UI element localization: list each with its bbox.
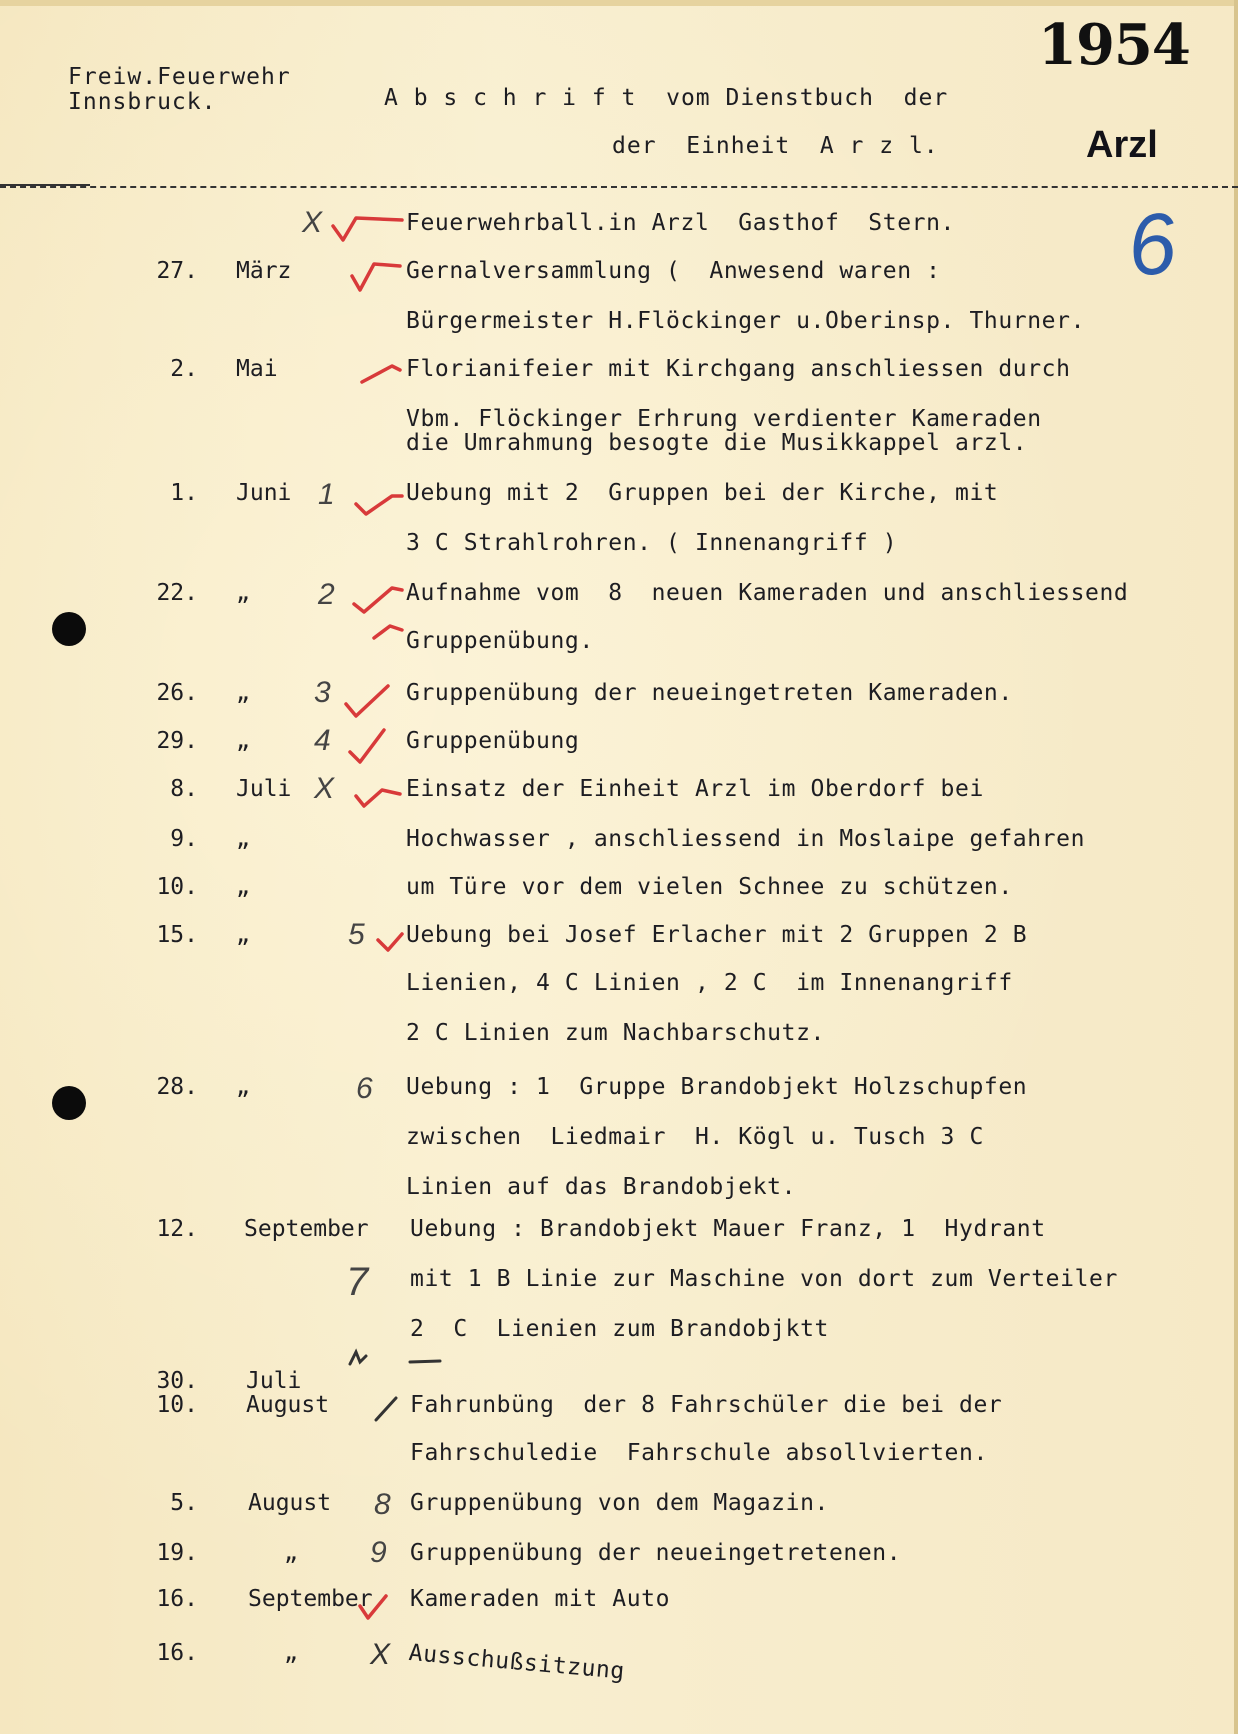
entry-row	[0, 1586, 1238, 1626]
entry-text: Uebung mit 2 Gruppen bei der Kirche, mit	[406, 480, 999, 506]
entry-annotation: 1	[318, 478, 335, 511]
entry-day: 12.	[156, 1216, 198, 1242]
entry-row	[0, 1392, 1238, 1466]
entry-text: Ausschußsitzung	[407, 1640, 626, 1685]
entry-day: 1.	[170, 480, 198, 506]
entry-text: Aufnahme vom 8 neuen Kameraden und anschliessend	[406, 580, 1129, 606]
entry-text: Florianifeier mit Kirchgang anschliessen durch	[406, 356, 1071, 382]
entry-row	[0, 1072, 1238, 1200]
entry-row	[0, 826, 1238, 866]
entry-month: „	[284, 1540, 298, 1566]
entry-day: 19.	[156, 1540, 198, 1566]
entry-text: die Umrahmung besogte die Musikkappel arzl.	[406, 430, 1028, 456]
entry-day: 9.	[170, 826, 198, 852]
entry-month: September	[248, 1586, 373, 1612]
year-stamp: 1954	[1038, 12, 1190, 78]
entry-day: 26.	[156, 680, 198, 706]
entry-month: „	[284, 1640, 298, 1666]
entry-day: 8.	[170, 776, 198, 802]
entry-text: 2 C Lienien zum Brandobjktt	[410, 1316, 829, 1342]
entry-text: Feuerwehrball.in Arzl Gasthof Stern.	[406, 210, 955, 236]
entry-day: 16.	[156, 1640, 198, 1666]
entry-text: Lienien, 4 C Linien , 2 C im Innenangriff	[406, 970, 1013, 996]
document-subtitle: der Einheit A r z l.	[612, 133, 939, 159]
entry-month: September	[244, 1216, 369, 1242]
organization-name: Freiw.Feuerwehr	[68, 64, 291, 90]
entry-row	[0, 356, 1238, 456]
entry-text: Gernalversammlung ( Anwesend waren :	[406, 258, 941, 284]
entry-annotation: 5	[348, 918, 365, 951]
entry-annotation: 7	[346, 1260, 369, 1304]
entry-day: 27.	[156, 258, 198, 284]
entry-annotation: 6	[356, 1072, 373, 1105]
entry-text: Kameraden mit Auto	[410, 1586, 671, 1612]
entry-month: „	[236, 728, 250, 754]
entry-day: 10.	[156, 1392, 198, 1418]
entry-text: Gruppenübung der neueingetretenen.	[410, 1540, 902, 1566]
entry-text: Uebung bei Josef Erlacher mit 2 Gruppen 2 B	[406, 922, 1028, 948]
entry-text: Einsatz der Einheit Arzl im Oberdorf bei	[406, 776, 984, 802]
entry-month: „	[236, 922, 250, 948]
entry-text: Uebung : Brandobjekt Mauer Franz, 1 Hydrant	[410, 1216, 1046, 1242]
entry-day: 29.	[156, 728, 198, 754]
entry-text: 3 C Strahlrohren. ( Innenangriff )	[406, 530, 898, 556]
entry-row	[0, 1536, 1238, 1580]
entry-row	[0, 874, 1238, 914]
entry-text: Gruppenübung der neueingetreten Kameraden.	[406, 680, 1013, 706]
entry-annotation: X	[302, 206, 323, 239]
entry-month: „	[236, 874, 250, 900]
entry-text: mit 1 B Linie zur Maschine von dort zum Verteiler	[410, 1266, 1118, 1292]
entry-month: „	[236, 680, 250, 706]
entry-row	[0, 724, 1238, 768]
entry-row	[0, 1216, 1238, 1342]
entry-month: August	[248, 1490, 332, 1516]
entry-day: 16.	[156, 1586, 198, 1612]
entry-month: März	[236, 258, 292, 284]
entry-row	[0, 772, 1238, 816]
review-mark	[350, 1352, 366, 1364]
entry-row	[0, 258, 1238, 334]
entry-row	[0, 1638, 1238, 1685]
entry-annotation: X	[370, 1638, 391, 1671]
entry-month: Juli	[236, 776, 292, 802]
entry-day: 30.	[156, 1368, 198, 1394]
entry-text: Uebung : 1 Gruppe Brandobjekt Holzschupfen	[406, 1074, 1028, 1100]
entry-row	[0, 578, 1238, 654]
entry-month: „	[236, 580, 250, 606]
entry-row	[0, 478, 1238, 556]
entry-text: Vbm. Flöckinger Erhrung verdienter Kameraden	[406, 406, 1042, 432]
entry-text: Gruppenübung.	[406, 628, 594, 654]
entry-row	[0, 1490, 1238, 1530]
entry-month: Juli	[246, 1368, 302, 1394]
entry-text: zwischen Liedmair H. Kögl u. Tusch 3 C	[406, 1124, 984, 1150]
entry-month: August	[246, 1392, 330, 1418]
paper-top-edge	[0, 0, 1238, 6]
entry-row	[0, 206, 1238, 250]
entry-day: 22.	[156, 580, 198, 606]
entry-text: Fahrunbüng der 8 Fahrschüler die bei der	[410, 1392, 1003, 1418]
entry-text: Fahrschuledie Fahrschule absollvierten.	[410, 1440, 988, 1466]
entry-annotation: 8	[374, 1488, 391, 1521]
organization-city: Innsbruck.	[68, 89, 217, 115]
entry-day: 15.	[156, 922, 198, 948]
entry-annotation: X	[314, 772, 335, 805]
page-number: 6	[1123, 194, 1181, 296]
entry-text: um Türe vor dem vielen Schnee zu schützen.	[406, 874, 1013, 900]
entry-month: „	[236, 1074, 250, 1100]
entry-month: Juni	[236, 480, 292, 506]
punch-hole	[52, 612, 86, 646]
entry-month: „	[236, 826, 250, 852]
entry-month: Mai	[236, 356, 278, 382]
punch-hole	[52, 1086, 86, 1120]
entry-text: Linien auf das Brandobjekt.	[406, 1174, 797, 1200]
entry-annotation: 9	[370, 1536, 387, 1569]
entry-text: Bürgermeister H.Flöckinger u.Oberinsp. Thurner.	[406, 308, 1086, 334]
document-title: A b s c h r i f t vom Dienstbuch der	[384, 85, 949, 111]
unit-stamp: Arzl	[1086, 124, 1158, 166]
entry-day: 10.	[156, 874, 198, 900]
entry-text: Gruppenübung von dem Magazin.	[410, 1490, 829, 1516]
entry-day: 28.	[156, 1074, 198, 1100]
entry-day: 2.	[170, 356, 198, 382]
entry-row	[0, 676, 1238, 720]
header-separator	[0, 186, 1238, 188]
entry-text: Hochwasser , anschliessend in Moslaipe gefahren	[406, 826, 1086, 852]
entry-annotation: 2	[318, 578, 335, 611]
review-mark	[410, 1361, 440, 1362]
entry-row	[0, 918, 1238, 1046]
entry-text: Gruppenübung	[406, 728, 580, 754]
entry-text: 2 C Linien zum Nachbarschutz.	[406, 1020, 825, 1046]
entry-annotation: 3	[314, 676, 331, 709]
checkmark	[374, 626, 402, 638]
entry-annotation: 4	[314, 724, 331, 757]
entry-day: 5.	[170, 1490, 198, 1516]
